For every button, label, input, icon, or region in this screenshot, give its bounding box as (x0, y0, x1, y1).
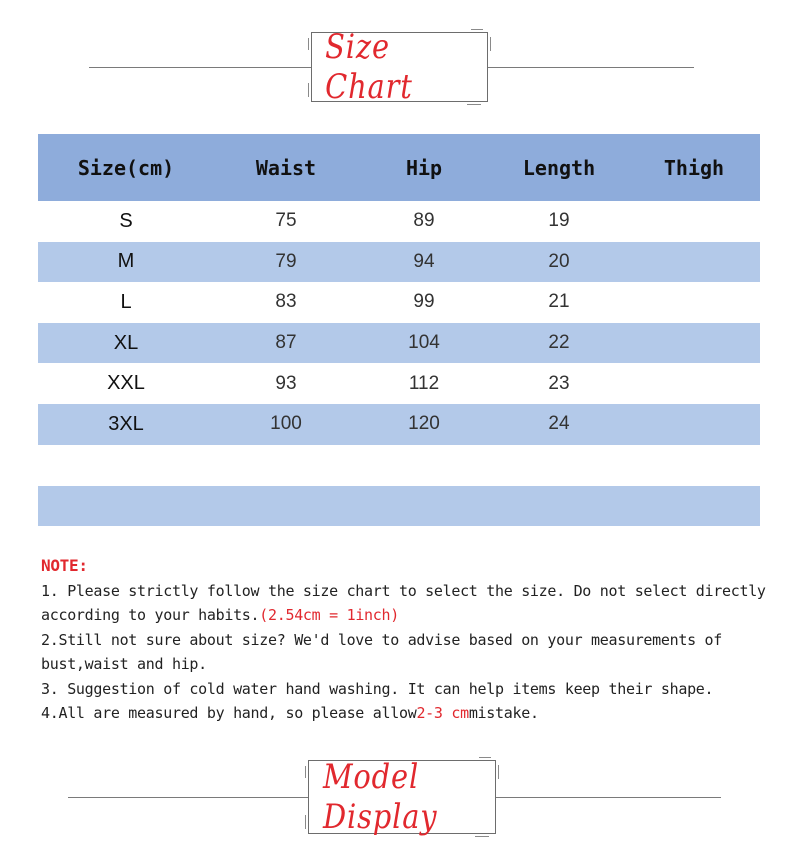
note-line-4-text: 4.All are measured by hand, so please allow (41, 704, 417, 722)
length-cell: 22 (490, 323, 628, 364)
header-hip: Hip (358, 134, 490, 201)
empty-table-band (38, 486, 760, 526)
table-row (38, 404, 760, 445)
model-rule-left (68, 797, 308, 798)
thigh-cell (628, 404, 760, 445)
thigh-cell (628, 282, 760, 323)
length-cell: 19 (548, 210, 570, 232)
waist-cell: 87 (214, 323, 358, 364)
note-line-1-text: 1. Please strictly follow the size chart to select the size. Do not select directly according to your habits. (41, 581, 766, 624)
header-waist: Waist (214, 134, 358, 201)
waist-cell: 75 (275, 210, 297, 232)
size-cell: XL (38, 323, 214, 364)
note-line-2: 2.Still not sure about size? We'd love to advise based on your measurements of bust,waist and hip. (41, 630, 723, 673)
note-line-4 (41, 701, 771, 726)
model-display-header (0, 757, 800, 837)
model-display-title: Model Display (322, 757, 438, 837)
thigh-cell (628, 363, 760, 404)
table-header-row (38, 134, 760, 201)
length-cell: 24 (490, 404, 628, 445)
table-row (38, 201, 760, 242)
size-cell: S (119, 209, 133, 232)
header-size: Size(cm) (38, 134, 214, 201)
table-row (38, 242, 760, 283)
size-cell: L (120, 290, 132, 313)
header-rule-left (89, 67, 311, 68)
header-rule-right (488, 67, 694, 68)
header-thigh: Thigh (628, 134, 760, 201)
note-line-1 (41, 579, 771, 628)
thigh-cell (628, 242, 760, 283)
thigh-cell (628, 323, 760, 364)
length-cell: 23 (548, 372, 570, 394)
length-cell: 21 (548, 291, 570, 313)
size-chart-title-box (311, 27, 488, 107)
note-line-4-tolerance: 2-3 cm (416, 704, 469, 722)
waist-cell: 100 (214, 404, 358, 445)
note-title: NOTE: (41, 556, 88, 575)
size-cell: 3XL (38, 404, 214, 445)
hip-cell: 120 (358, 404, 490, 445)
header-length: Length (490, 134, 628, 201)
waist-cell: 83 (275, 291, 297, 313)
table-row (38, 323, 760, 364)
note-line-4-end: mistake. (468, 704, 539, 722)
waist-cell: 93 (275, 372, 297, 394)
size-cell: M (38, 242, 214, 283)
model-rule-right (496, 797, 721, 798)
table-row (38, 363, 760, 404)
hip-cell: 99 (413, 291, 435, 313)
note-line-3: 3. Suggestion of cold water hand washing. It can help items keep their shape. (41, 679, 714, 698)
thigh-cell (628, 201, 760, 242)
size-table (38, 134, 760, 445)
size-cell: XXL (107, 372, 145, 395)
table-row (38, 282, 760, 323)
hip-cell: 112 (408, 372, 440, 394)
length-cell: 20 (490, 242, 628, 283)
note-line-1-inch: (2.54cm = 1inch) (259, 606, 399, 624)
hip-cell: 89 (413, 210, 435, 232)
notes-section (41, 554, 771, 726)
model-display-title-box (308, 757, 496, 837)
size-chart-header (0, 27, 800, 107)
size-chart-title: Size Chart (325, 27, 413, 107)
hip-cell: 94 (358, 242, 490, 283)
hip-cell: 104 (358, 323, 490, 364)
waist-cell: 79 (214, 242, 358, 283)
